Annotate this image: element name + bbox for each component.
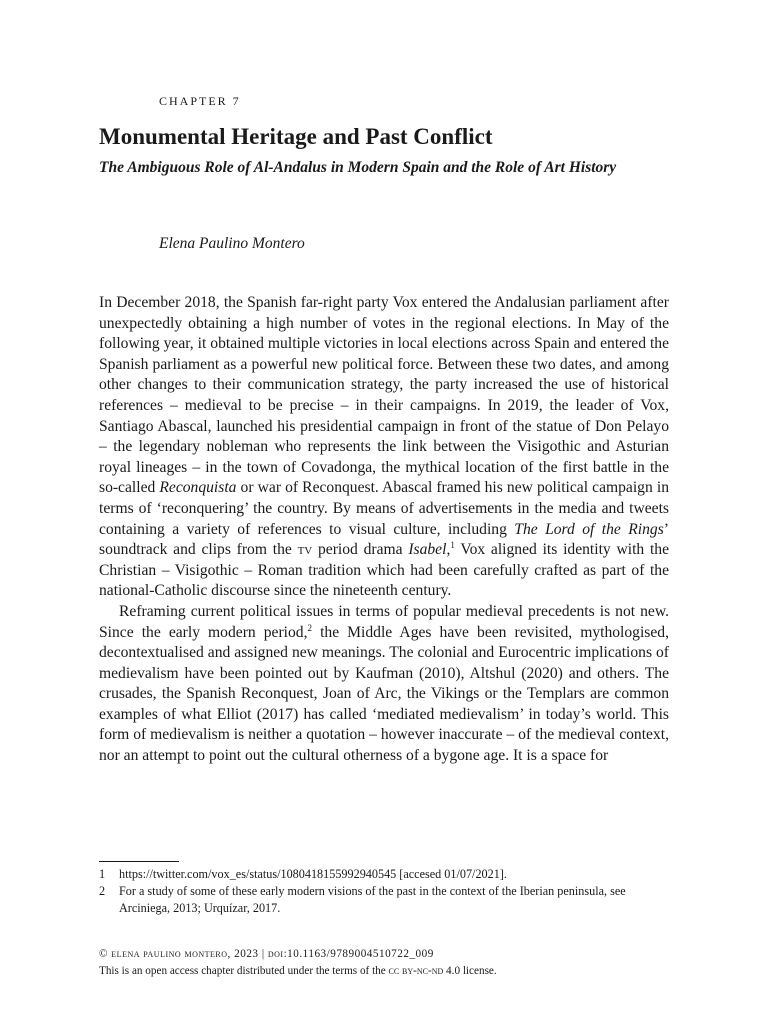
text-run: period drama [312,541,409,559]
footnote-2 [99,883,669,917]
doi-link[interactable]: doi:10.1163/9789004510722_009 [267,948,434,960]
footnote-link[interactable]: https://twitter.com/vox_es/status/1080418155992940545 [accesed 01/07/2021]. [119,867,507,881]
license-line [99,965,669,977]
chapter-subtitle: The Ambiguous Role of Al-Andalus in Modern Spain and the Role of Art History [99,159,617,176]
separator: | [261,948,265,960]
footnote-number: 1 [99,867,106,881]
copyright-symbol: © [99,948,108,960]
footnote-ref-1[interactable]: 1 [450,540,455,551]
text-run: , [446,541,451,559]
text-run: In December 2018, the Spanish far-right party Vox entered the Andalusian parliament after unexpectedly obtaining a high number of votes in the regional elections. In May of the following year, it obtained multiple victories in local elections across Spain and entered the Spanish parliament as a powerful new political force. Between these two dates, and among other changes to their communication strategy, the party increased the use of historical references – medieval to be precise – in their campaigns. In 2019, the leader of Vox, Santiago Abascal, launched his presidential campaign in front of the statue of Don Pelayo – the legendary nobleman who represents the link between the Visigothic and Asturian royal lineages – in the town of Covadonga, the mythical location of the first battle in the so-called [99,294,669,497]
copyright-line [99,948,669,960]
text-run: Reframing current political issues in terms of popular medieval precedents is not new. Since the early modern period, [99,602,669,641]
text-run: or war of Reconquest. Abascal framed his new political campaign in terms of ‘reconquering’ the country. By means of advertisements in the media and tweets containing a variety of references to visual culture, including [99,479,669,538]
italic-term: Reconquista [159,479,237,497]
paragraph-2 [99,602,669,767]
license-link[interactable]: cc by-nc-nd [388,965,444,977]
license-text: 4.0 license. [443,965,497,977]
paragraph-1 [99,293,669,602]
body-text [99,293,669,767]
author-name: Elena Paulino Montero [159,235,305,252]
footnote-number: 2 [99,884,106,898]
small-caps-term: tv [297,541,313,559]
footnote-ref-2[interactable]: 2 [307,622,312,633]
italic-title: The Lord of the Rings [514,520,664,538]
footnote-divider [99,861,179,862]
license-text: This is an open access chapter distributed under the terms of the [99,965,389,977]
text-run: Vox aligned its identity with the Christian – Visigothic – Roman tradition which had been carefully crafted as part of the national-Catholic discourse since the nineteenth century. [99,541,670,600]
chapter-label: CHAPTER 7 [159,94,241,108]
text-run: the Middle Ages have been revisited, mythologised, decontextualised and assigned new meanings. The colonial and Eurocentric implications of medievalism have been pointed out by Kaufman (2010), Altshul (2020) and others. The crusades, the Spanish Reconquest, Joan of Arc, the Vikings or the Templars are common examples of what Elliot (2017) has called ‘mediated medievalism’ in today’s world. This form of medievalism is neither a quotation – however inaccurate – of the medieval context, nor an attempt to point out the cultural otherness of a bygone age. It is a space for [99,623,669,765]
copyright-holder: elena paulino montero, 2023 [111,948,259,960]
footnotes [99,866,669,917]
text-run: ’ soundtrack and clips from the [99,520,669,559]
footnote-text: For a study of some of these early modern visions of the past in the context of the Iberian peninsula, see Arciniega, 2013; Urquízar, 2017. [119,884,626,915]
chapter-title: Monumental Heritage and Past Conflict [99,124,493,149]
italic-title: Isabel [408,541,447,559]
footnote-1 [99,866,669,883]
